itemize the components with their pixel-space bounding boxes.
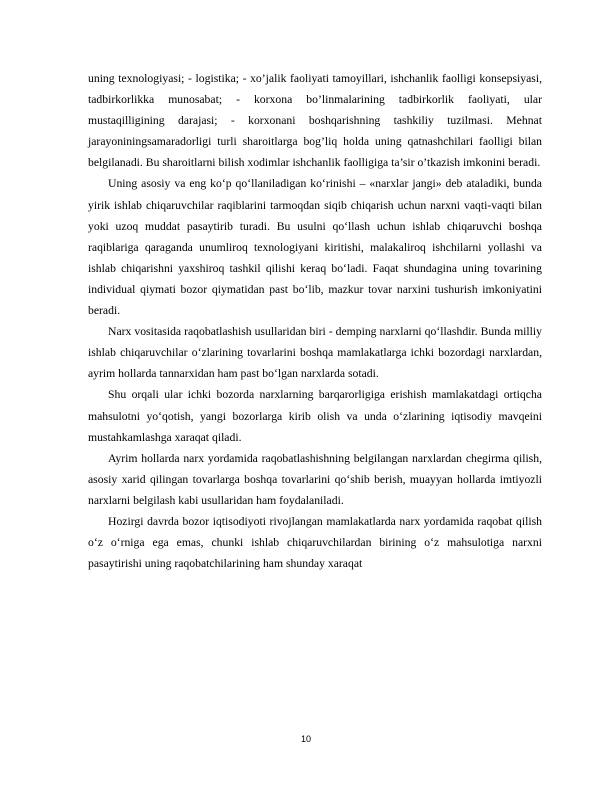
paragraph-4: Shu orqali ular ichki bozorda narxlarning barqarorligiga erishish mamlakatdagi ortiqcha mahsulotni yo‘qotish, yangi bozorlarga kirib olish va unda o‘zlarining iqtisodiy mavqeini mustahkamlashga xaraqat qiladi. bbox=[88, 388, 542, 444]
page-number: 10 bbox=[300, 734, 311, 744]
paragraph-2: Uning asosiy va eng ko‘p qo‘llaniladigan ko‘rinishi – «narxlar jangi» deb ataladiki, bunda yirik ishlab chiqaruvchilar raqiblarini tarmoqdan siqib chiqarish uchun narxni vaqti-vaqti bilan yoki uzoq muddat pasaytirib turadi. Bu usulni qo‘llash uchun ishlab chiqaruvchi boshqa raqiblariga qaraganda unumliroq texnologiyani kiritishi, malakaliroq ishchilarni yollashi va ishlab chiqarishni yaxshiroq tashkil qilishi keraq bo‘ladi. Faqat shundagina uning tovarining individual qiymati bozor qiymatidan past bo‘lib, mazkur tovar narxini tushurish imkoniyatini beradi. bbox=[88, 177, 542, 318]
document-page bbox=[88, 68, 542, 574]
paragraph-1: uning texnologiyasi; - logistika; - xo’jalik faoliyati tamoyillari, ishchanlik faolligi konsepsiyasi, tadbirkorlikka munosabat; - korxona bo’linmalarining tadbirkorlik faoliyati, ular mustaqilligining darajasi; - korxonani boshqarishning tashkiliy tuzilmasi. Mehnat jarayoniningsamaradorligi turli sharoitlarga bog’liq holda uning qatnashchilari faolligi bilan belgilanadi. Bu sharoitlarni bilish xodimlar ishchanlik faolligiga ta’sir o’tkazish imkonini beradi. bbox=[88, 72, 542, 170]
paragraph-6: Hozirgi davrda bozor iqtisodiyoti rivojlangan mamlakatlarda narx yordamida raqobat qilish o‘z o‘rniga ega emas, chunki ishlab chiqaruvchilardan birining o‘z mahsulotiga narxni pasaytirishi uning raqobatchilarining ham shunday xaraqat bbox=[88, 514, 542, 571]
paragraph-5: Ayrim hollarda narx yordamida raqobatlashishning belgilangan narxlardan chegirma qilish, asosiy xarid qilingan tovarlarga boshqa tovarlarini qo‘shib berish, muayyan hollarda imtiyozli narxlarni belgilash kabi usullaridan ham foydalaniladi. bbox=[88, 451, 542, 507]
paragraph-3: Narx vositasida raqobatlashish usullaridan biri - demping narxlarni qo‘llashdir. Bunda milliy ishlab chiqaruvchilar o‘zlarining tovarlarini boshqa mamlakatlarga ichki bozordagi narxlardan, ayrim hollarda tannarxidan ham past bo‘lgan narxlarda sotadi. bbox=[88, 325, 542, 381]
